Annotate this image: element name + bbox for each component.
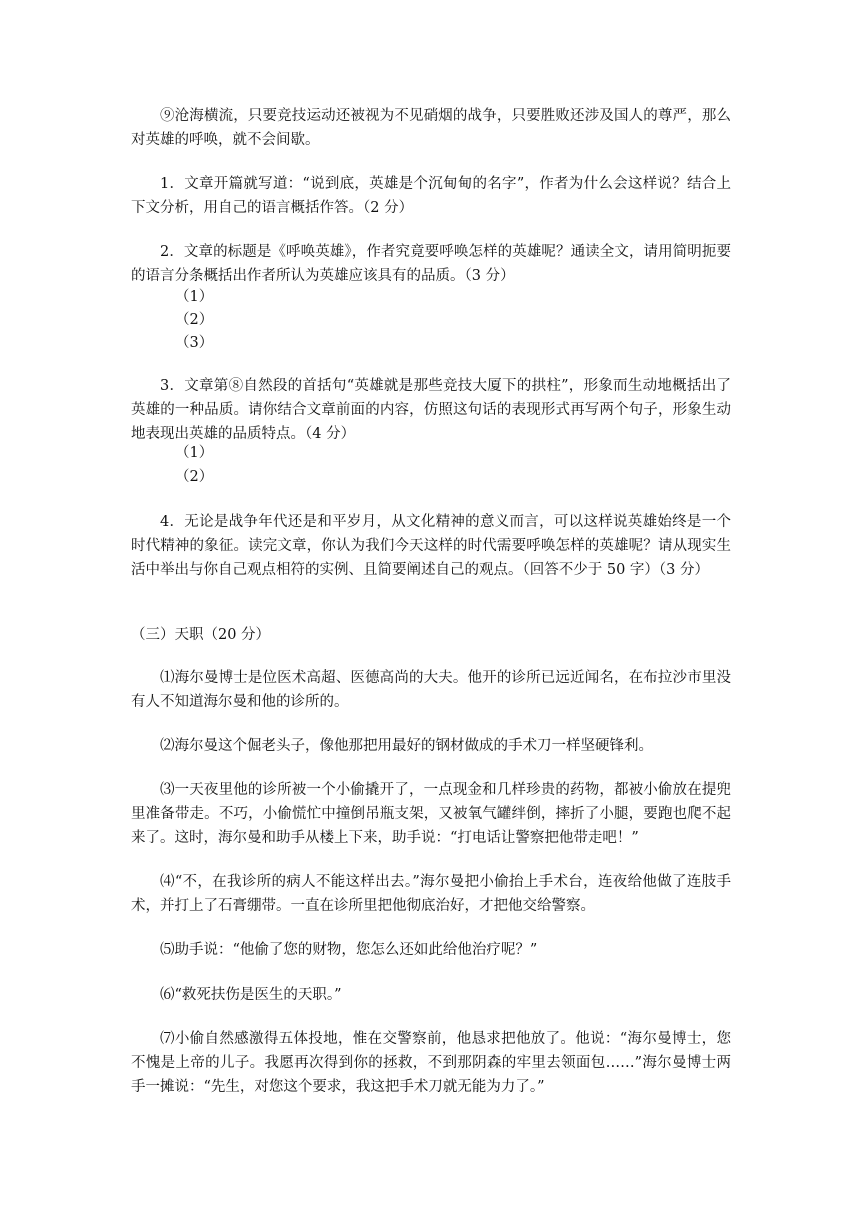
article-paragraph-1: ⑴海尔曼博士是位医术高超、医德高尚的大夫。他开的诊所已远近闻名，在布拉沙市里没有人不知道海尔曼和他的诊所的。 [131,670,731,710]
question-3: 3．文章第⑧自然段的首括句“英雄就是那些竞技大厦下的拱柱”，形象而生动地概括出了英雄的一种品质。请你结合文章前面的内容，仿照这句话的表现形式再写两个句子，形象生动地表现出英雄的品质特点。（4 分） [131,378,731,442]
article-paragraph-6: ⑹“救死扶伤是医生的天职。” [160,987,342,1003]
question-1: 1．文章开篇就写道：“说到底，英雄是个沉甸甸的名字”，作者为什么会这样说？结合上下文分析，用自己的语言概括作答。（2 分） [131,176,731,216]
answer-slot-2-3: （3） [175,335,214,351]
answer-slot-2-1: （1） [175,289,214,305]
article-paragraph-5: ⑸助手说：“他偷了您的财物，您怎么还如此给他治疗呢？” [160,942,538,958]
article-paragraph-4: ⑷“不，在我诊所的病人不能这样出去。”海尔曼把小偷抬上手术台，连夜给他做了连肢手术，并打上了石膏绷带。一直在诊所里把他彻底治好，才把他交给警察。 [131,874,731,914]
question-2: 2．文章的标题是《呼唤英雄》，作者究竟要呼唤怎样的英雄呢？通读全文，请用简明扼要的语言分条概括出作者所认为英雄应该具有的品质。（3 分） [131,244,731,284]
article-paragraph-2: ⑵海尔曼这个倔老头子，像他那把用最好的钢材做成的手术刀一样坚硬锋利。 [160,738,653,754]
article-paragraph-3: ⑶一天夜里他的诊所被一个小偷撬开了，一点现金和几样珍贵的药物，都被小偷放在提兜里准备带走。不巧，小偷慌忙中撞倒吊瓶支架，又被氧气罐绊倒，摔折了小腿，要跑也爬不起来了。这时，海尔曼和助手从楼上下来，助手说：“打电话让警察把他带走吧！” [131,782,731,846]
paragraph-9: ⑨沧海横流，只要竞技运动还被视为不见硝烟的战争，只要胜败还涉及国人的尊严，那么对英雄的呼唤，就不会间歇。 [131,108,731,148]
answer-slot-3-2: （2） [175,469,214,485]
article-paragraph-7: ⑺小偷自然感激得五体投地，惟在交警察前，他恳求把他放了。他说：“海尔曼博士，您不愧是上帝的儿子。我愿再次得到你的拯救，不到那阴森的牢里去领面包……”海尔曼博士两手一摊说：“先生，对您这个要求，我这把手术刀就无能为力了。” [131,1031,731,1095]
answer-slot-2-2: （2） [175,312,214,328]
section-heading: （三）天职（20 分） [131,627,271,643]
answer-slot-3-1: （1） [175,445,214,461]
question-4: 4．无论是战争年代还是和平岁月，从文化精神的意义而言，可以这样说英雄始终是一个时代精神的象征。读完文章，你认为我们今天这样的时代需要呼唤怎样的英雄呢？请从现实生活中举出与你自己观点相符的实例、且简要阐述自己的观点。（回答不少于 50 字）（3 分） [131,514,731,578]
